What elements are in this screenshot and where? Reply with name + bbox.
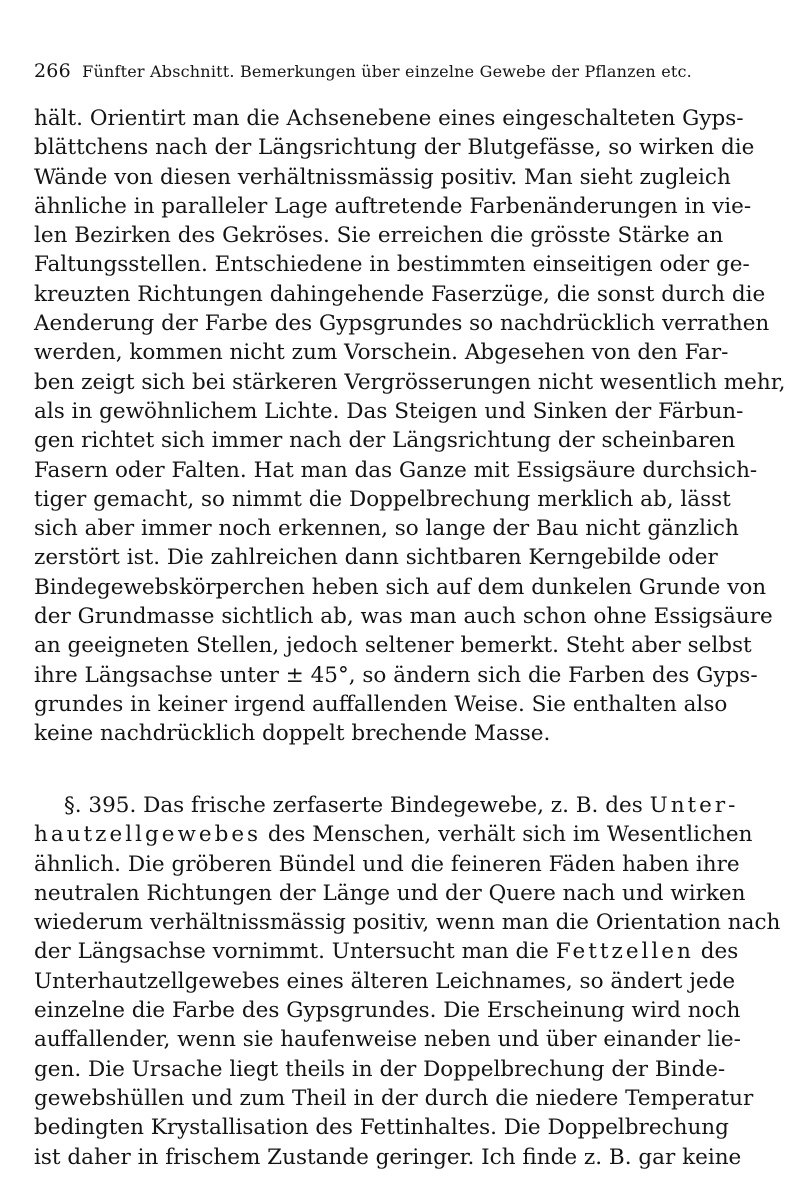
paragraph-2	[34, 791, 781, 1172]
text-line: gen richtet sich immer nach der Längsrichtung der scheinbaren	[34, 428, 736, 454]
text-line: Bindegewebskörperchen heben sich auf dem dunkelen Grunde von	[34, 574, 767, 600]
text-line: tiger gemacht, so nimmt die Doppelbrechung merklich ab, lässt	[34, 486, 731, 512]
text-line: len Bezirken des Gekröses. Sie erreichen die grösste Stärke an	[34, 223, 724, 249]
page-number: 266	[34, 60, 71, 82]
text-line: gen. Die Ursache liegt theils in der Doppelbrechung der Binde-	[34, 1056, 726, 1082]
section-text: der Längsachse vornimmt. Untersucht man die	[34, 939, 556, 965]
text-line: ihre Längsachse unter ± 45°, so ändern sich die Farben des Gyps-	[34, 662, 758, 688]
text-line: als in gewöhnlichem Lichte. Das Steigen und Sinken der Färbun-	[34, 398, 744, 424]
text-line: zerstört ist. Die zahlreichen dann sichtbaren Kerngebilde oder	[34, 545, 718, 571]
emphasized-term: Unter-	[649, 793, 739, 818]
text-line: blättchens nach der Längsrichtung der Blutgefässe, so wirken die	[34, 135, 755, 161]
text-line: einzelne die Farbe des Gypsgrundes. Die Erscheinung wird noch	[34, 998, 741, 1024]
text-line: der Grundmasse sichtlich ab, was man auch schon ohne Essigsäure	[34, 604, 773, 630]
header-title: Fünfter Abschnitt. Bemerkungen über einzelne Gewebe der Pflanzen etc.	[82, 62, 692, 81]
text-line: Wände von diesen verhältnissmässig positiv. Man sieht zugleich	[34, 164, 731, 190]
text-line: ist daher in frischem Zustande geringer. Ich finde z. B. gar keine	[34, 1144, 742, 1170]
text-line: Aenderung der Farbe des Gypsgrundes so nachdrücklich verrathen	[34, 311, 770, 337]
text-line: keine nachdrücklich doppelt brechende Masse.	[34, 721, 551, 747]
text-line: werden, kommen nicht zum Vorschein. Abgesehen von den Far-	[34, 340, 729, 366]
text-line: neutralen Richtungen der Länge und der Quere nach und wirken	[34, 880, 746, 906]
emphasized-term: Fettzellen	[555, 939, 694, 965]
text-line: bedingten Krystallisation des Fettinhaltes. Die Doppelbrechung	[34, 1115, 729, 1141]
text-line	[34, 820, 753, 849]
text-line: ben zeigt sich bei stärkeren Vergrösserungen nicht wesentlich mehr,	[34, 369, 785, 395]
text-line: Unterhautzellgewebes eines älteren Leichnames, so ändert jede	[34, 968, 736, 994]
text-line: an geeigneten Stellen, jedoch seltener bemerkt. Steht aber selbst	[34, 633, 752, 659]
section-text: des Menschen, verhält sich im Wesentlichen	[261, 822, 753, 848]
text-line: gewebshüllen und zum Theil in der durch die niedere Temperatur	[34, 1085, 754, 1111]
text-line: ähnliche in paralleler Lage auftretende Farbenänderungen in vie-	[34, 193, 752, 219]
text-line: wiederum verhältnissmässig positiv, wenn man die Orientation nach	[34, 910, 781, 936]
text-line	[34, 791, 739, 820]
emphasized-term: hautzellgewebes	[34, 822, 262, 848]
text-line: sich aber immer noch erkennen, so lange der Bau nicht gänzlich	[34, 516, 739, 542]
section-text: §. 395. Das frische zerfaserte Bindegewebe, z. B. des	[64, 793, 650, 818]
text-line: grundes in keiner irgend auffallenden Weise. Sie enthalten also	[34, 691, 728, 717]
text-line: auffallender, wenn sie haufenweise neben und über einander lie-	[34, 1027, 741, 1053]
text-line	[34, 937, 739, 966]
text-line: kreuzten Richtungen dahingehende Faserzüge, die sonst durch die	[34, 281, 766, 307]
section-text: des	[693, 939, 739, 965]
text-line: ähnlich. Die gröberen Bündel und die feineren Fäden haben ihre	[34, 851, 740, 877]
text-line: hält. Orientirt man die Achsenebene eines eingeschalteten Gyps-	[34, 106, 744, 131]
text-line: Fasern oder Falten. Hat man das Ganze mit Essigsäure durchsich-	[34, 457, 758, 483]
text-line: Faltungsstellen. Entschiedene in bestimmten einseitigen oder ge-	[34, 252, 750, 278]
running-header	[34, 60, 694, 82]
paragraph-1	[34, 104, 785, 749]
